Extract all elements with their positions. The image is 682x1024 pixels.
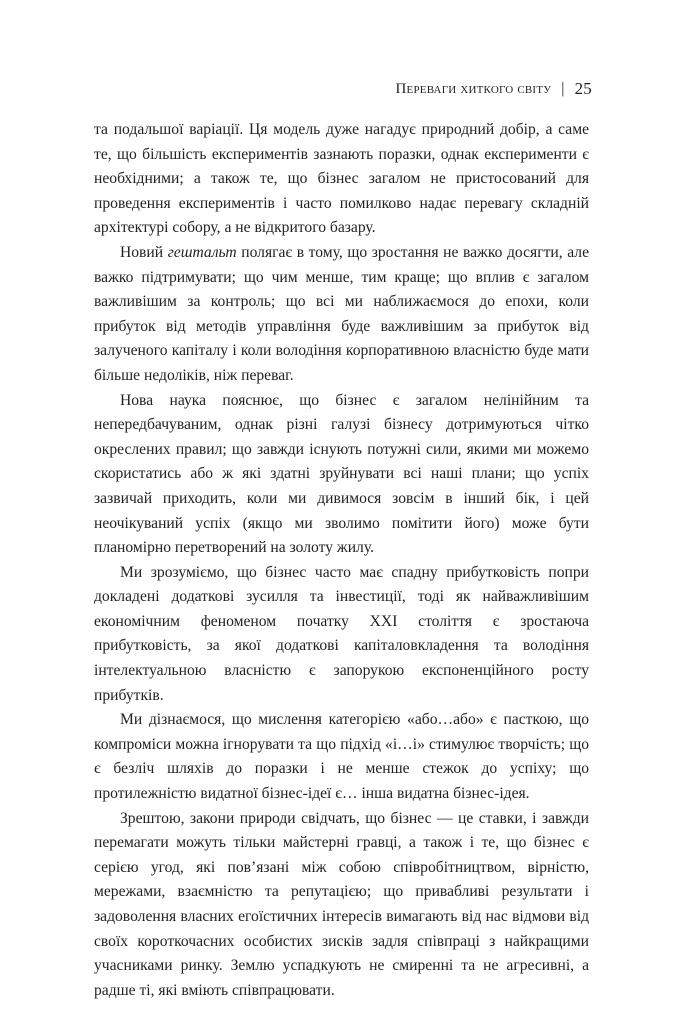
paragraph-6: Зрештою, закони природи свідчать, що бізнес — це ставки, і завжди перемагати можуть тільки майстерні гравці, а також і те, що бізнес є серією угод, які пов’язані між собою співробітництвом, вірністю, мережами, взаємністю та репутацією; що привабливі результати і задоволення власних егоїстичних інтересів вимагають від нас відмови від своїх короткочасних особистих зисків задля співпраці з найкращими учасниками ринку. Землю успадкують не смиренні та не агресивні, а радше ті, які вміють співпрацювати. [94, 809, 589, 999]
paragraph-2-start: Новий [120, 243, 168, 261]
body-text [94, 118, 589, 1003]
paragraph-4: Ми зрозуміємо, що бізнес часто має спадну прибутковість попри докладені додаткові зусилля та інвестиції, тоді як найважливішим економічним феноменом початку XXI століття є зростаюча прибутковість, за якої додаткові капіталовкладення та володіння інтелектуальною власністю є запорукою експоненційного росту прибутків. [94, 563, 589, 704]
paragraph-2-rest: полягає в тому, що зростання не важко досягти, але важко підтримувати; що чим менше, тим краще; що вплив є загалом важливішим за контроль; що всі ми наближаємося до епохи, коли прибуток від методів управління буде важливішим за прибуток від залученого капіталу і коли володіння корпоративною власністю буде мати більше недоліків, ніж переваг. [94, 243, 589, 384]
page-number: 25 [574, 79, 592, 98]
running-title: Переваги хиткого світу [395, 80, 552, 97]
gestalt-term: гештальт [167, 243, 237, 261]
paragraph-5: Ми дізнаємося, що мислення категорією «або…або» є пасткою, що компроміси можна ігнорувати та що підхід «і…і» стимулює творчість; що є безліч шляхів до поразки і не менше стежок до успіху; що протилежністю видатної бізнес-ідеї є… інша видатна бізнес-ідея. [94, 711, 589, 803]
paragraph-2 [94, 241, 589, 389]
running-head [396, 78, 592, 100]
paragraph-3: Нова наука пояснює, що бізнес є загалом нелінійним та непередбачуваним, однак різні галузі бізнесу дотримуються чітко окреслених правил; що завжди існують потужні сили, якими ми можемо скористатись або ж які здатні зруйнувати всі наші плани; що успіх зазвичай приходить, коли ми дивимося зовсім в інший бік, і цей неочікуваний успіх (якщо ми зволимо помітити його) може бути планомірно перетворений на золоту жилу. [94, 391, 589, 557]
header-separator: | [561, 80, 565, 97]
paragraph-1: та подальшої варіації. Ця модель дуже нагадує природний добір, а саме те, що більшість експериментів зазнають поразки, однак експерименти є необхідними; а також те, що бізнес загалом не пристосований для проведення експериментів і часто помилково надає перевагу складній архітектурі собору, а не відкритого базару. [94, 121, 589, 237]
